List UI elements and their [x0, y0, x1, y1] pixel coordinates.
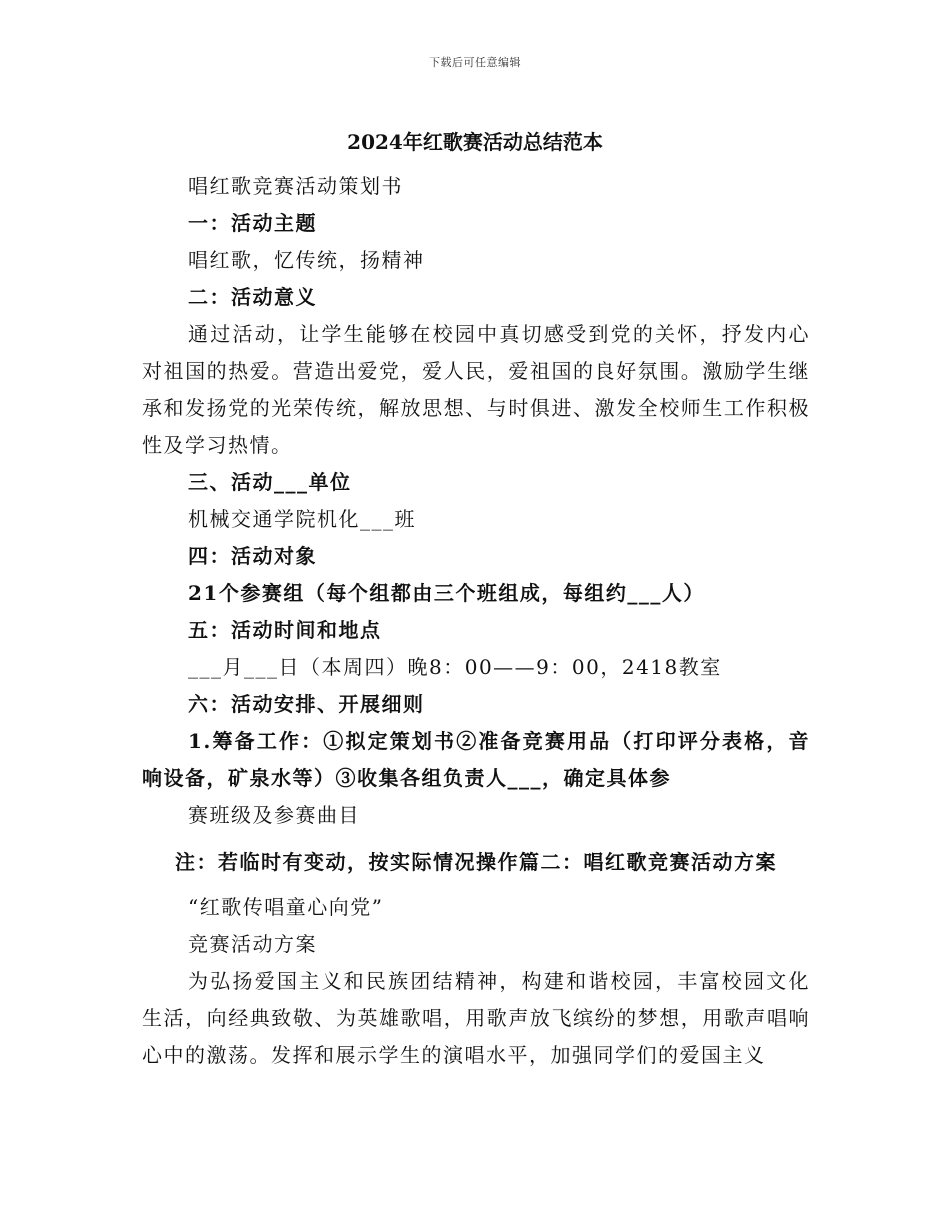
note-heading: 注：若临时有变动，按实际情况操作篇二：唱红歌竞赛活动方案 [175, 850, 777, 874]
preparation-paragraph: 1.筹备工作：①拟定策划书②准备竞赛用品（打印评分表格，音响设备，矿泉水等）③收集各组负责人___，确定具体参 [142, 729, 810, 790]
document-title: 2024年红歌赛活动总结范本 [347, 130, 603, 154]
campaign-slogan: “红歌传唱童心向党” [188, 895, 384, 919]
section-heading-organizer: 三、活动___单位 [188, 470, 352, 494]
section-heading-significance: 二：活动意义 [188, 285, 317, 309]
section-heading-theme: 一：活动主题 [188, 211, 317, 235]
preparation-continuation: 赛班级及参赛曲目 [188, 803, 360, 827]
header-note: 下载后可任意编辑 [429, 56, 521, 69]
document-body [142, 168, 810, 1074]
significance-paragraph: 通过活动，让学生能够在校园中真切感受到党的关怀，抒发内心对祖国的热爱。营造出爱党，爱人民，爱祖国的良好氛围。激励学生继承和发扬党的光荣传统，解放思想、与时俱进、激发全校师生工作积极性及学习热情。 [142, 322, 810, 457]
time-place-text: ___月___日（本周四）晚8：00——9：00，2418教室 [188, 655, 722, 679]
section-heading-participants: 四：活动对象 [188, 544, 317, 568]
plan-subtitle: 唱红歌竞赛活动策划书 [188, 174, 403, 198]
organizer-text: 机械交通学院机化___班 [188, 507, 416, 531]
plan-title: 竞赛活动方案 [188, 932, 317, 956]
section-heading-arrangement: 六：活动安排、开展细则 [188, 692, 425, 716]
section-heading-time-place: 五：活动时间和地点 [188, 618, 382, 642]
purpose-paragraph: 为弘扬爱国主义和民族团结精神，构建和谐校园，丰富校园文化生活，向经典致敬、为英雄歌唱，用歌声放飞缤纷的梦想，用歌声唱响心中的激荡。发挥和展示学生的演唱水平，加强同学们的爱国主义 [142, 969, 810, 1067]
participants-text: 21个参赛组（每个组都由三个班组成，每组约___人） [188, 581, 705, 605]
theme-text: 唱红歌，忆传统，扬精神 [188, 248, 425, 272]
